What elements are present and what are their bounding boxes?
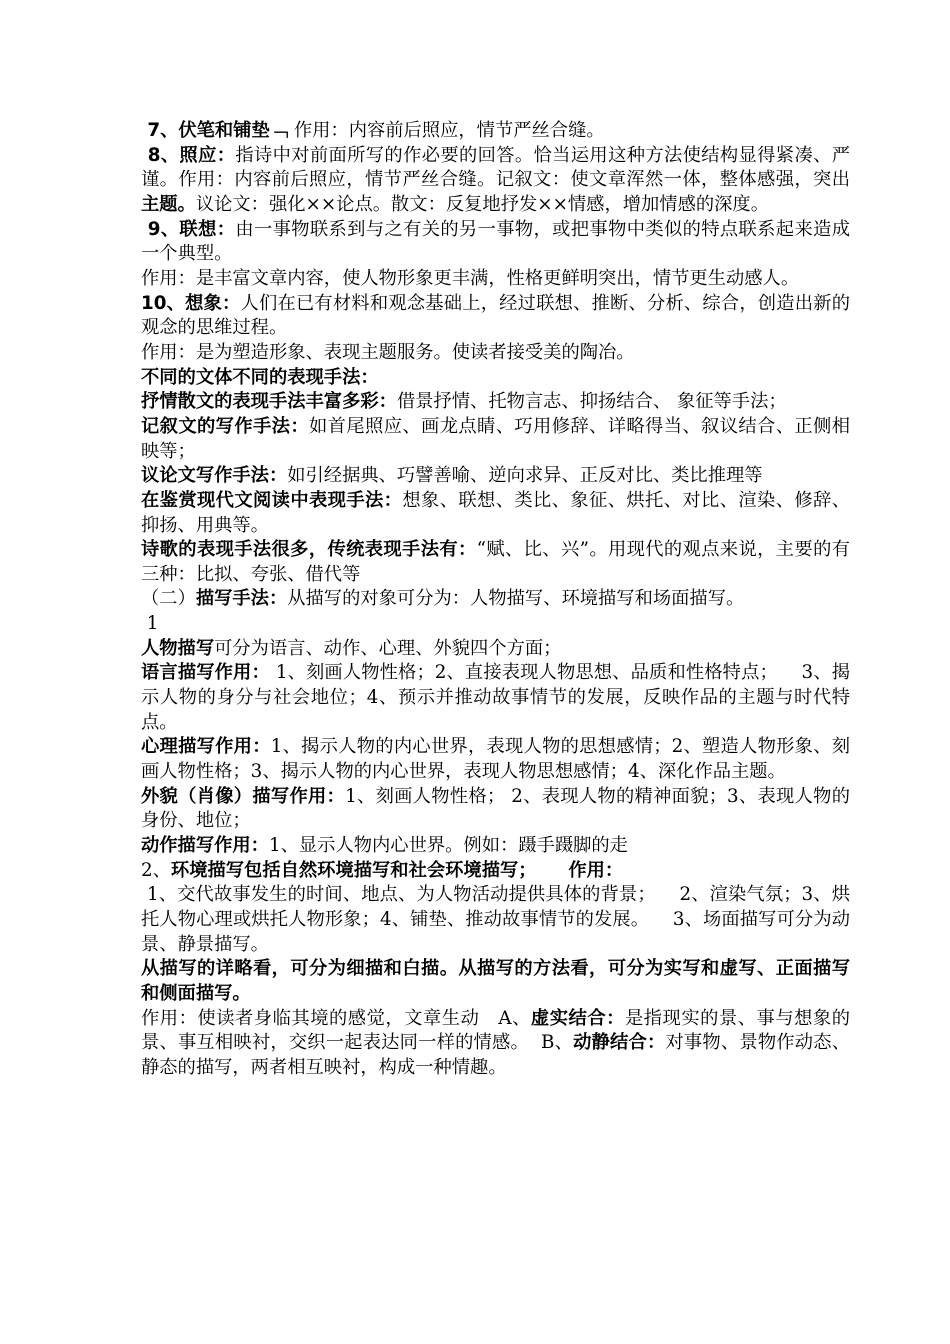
- bold-text: 环境描写包括自然环境描写和社会环境描写； 作用：: [170, 859, 624, 881]
- bold-text: 8、照应：: [141, 144, 236, 166]
- text-run: 作用：内容前后照应，情节严丝合缝。: [288, 120, 605, 141]
- text-run: （二）: [141, 588, 196, 610]
- bold-text: 9、联想：: [141, 218, 236, 240]
- paragraph: [141, 735, 850, 784]
- bold-text: 外貌（肖像）描写作用：: [141, 785, 346, 807]
- paragraph: [141, 267, 850, 292]
- text-run: 作用：使读者身临其境的感觉，文章生动 A、: [141, 1007, 531, 1029]
- paragraph: [141, 785, 850, 834]
- bold-text: 人物描写: [141, 637, 215, 659]
- paragraph: [141, 1007, 850, 1081]
- text-run: 由一事物联系到与之有关的另一事物，或把事物中类似的特点联系起来造成一个典型。: [141, 218, 850, 265]
- bold-text: 虚实结合：: [530, 1007, 625, 1029]
- text-run: 1、交代故事发生的时间、地点、为人物活动提供具体的背景； 2、渲染气氛；3、烘托人物心理或烘托人物形象；4、铺垫、推动故事情节的发展。 3、场面描写可分为动景、静景描写。: [141, 884, 850, 955]
- bold-text: 7、伏笔和铺垫﹁: [141, 120, 289, 141]
- paragraph: [141, 859, 850, 884]
- text-run: “赋、比、兴”。用现代的观点来说，主要的有三种：比拟、夸张、借代等: [141, 539, 851, 585]
- bold-text: 主题。: [141, 193, 196, 215]
- paragraph: [141, 119, 850, 144]
- text-run: 1、刻画人物性格；2、直接表现人物思想、品质和性格特点； 3、揭示人物的身分与社会地位；4、预示并推动故事情节的发展，反映作品的主题与时代特点。: [141, 662, 851, 733]
- text-run: 可分为语言、动作、心理、外貌四个方面；: [214, 637, 562, 659]
- text-run: 借景抒情、托物言志、抑扬结合、 象征等手法；: [396, 391, 787, 413]
- paragraph: [141, 415, 850, 464]
- bold-text: 描写手法：: [195, 588, 288, 610]
- paragraph: [141, 366, 850, 391]
- bold-text: 记叙文的写作手法：: [141, 415, 310, 437]
- bold-text: 诗歌的表现手法很多，传统表现手法有：: [141, 539, 477, 561]
- bold-text: 心理描写作用：: [141, 736, 271, 758]
- paragraph: [141, 587, 850, 612]
- paragraph: [141, 883, 850, 957]
- text-run: 1、显示人物内心世界。例如：蹑手蹑脚的走: [268, 835, 628, 857]
- bold-text: 10、想象：: [141, 292, 241, 314]
- bold-text: 抒情散文的表现手法丰富多彩：: [141, 391, 397, 413]
- text-run: 1、刻画人物性格； 2、表现人物的精神面貌；3、表现人物的身份、地位；: [141, 785, 850, 832]
- bold-text: 议论文写作手法：: [141, 465, 288, 487]
- bold-text: 动静结合：: [573, 1032, 666, 1054]
- paragraph: [141, 341, 850, 366]
- text-run: 1、揭示人物的内心世界，表现人物的思想感情；2、塑造人物形象、刻画人物性格；3、揭示人物的内心世界，表现人物思想感情；4、深化作品主题。: [141, 736, 850, 783]
- paragraph: [141, 489, 850, 538]
- paragraph: [141, 292, 850, 341]
- text-run: 如引经据典、巧譬善喻、逆向求异、正反对比、类比推理等: [287, 465, 763, 487]
- paragraph: [141, 661, 850, 735]
- paragraph: [141, 538, 850, 587]
- text-run: 人们在已有材料和观念基础上，经过联想、推断、分析、综合，创造出新的观念的思维过程。: [141, 292, 850, 339]
- text-run: 2、: [141, 859, 171, 881]
- paragraph: [141, 834, 850, 859]
- text-run: 从描写的对象可分为：人物描写、环境描写和场面描写。: [287, 588, 745, 610]
- paragraph: [141, 218, 850, 267]
- text-run: 对事物、景物作动态、静态的描写，两者相互映衬，构成一种情趣。: [141, 1032, 851, 1078]
- text-run: 想象、联想、类比、象征、烘托、对比、渲染、修辞、抑扬、用典等。: [141, 489, 851, 536]
- text-run: 如首尾照应、画龙点睛、巧用修辞、详略得当、叙议结合、正侧相映等；: [141, 415, 851, 462]
- bold-text: 从描写的详略看，可分为细描和白描。从描写的方法看，可分为实写和虚写、正面描写和侧面描写。: [141, 958, 850, 1004]
- text-run: 是指现实的景、事与想象的景、事互相映衬，交织一起表达同一样的情感。 B、: [141, 1007, 851, 1054]
- paragraph: [141, 144, 850, 218]
- paragraph: [141, 957, 850, 1006]
- paragraph: [141, 390, 850, 415]
- text-run: 议论文：强化××论点。散文：反复地抒发××情感，增加情感的深度。: [195, 193, 769, 215]
- text-run: 作用：是丰富文章内容，使人物形象更丰满，性格更鲜明突出，情节更生动感人。: [141, 267, 800, 289]
- text-run: 指诗中对前面所写的作必要的回答。恰当运用这种方法使结构显得紧凑、严谨。作用：内容前后照应，情节严丝合缝。记叙文：使文章浑然一体，整体感强，突出: [141, 144, 850, 191]
- bold-text: 动作描写作用：: [141, 835, 269, 857]
- bold-text: 不同的文体不同的表现手法：: [141, 366, 379, 388]
- paragraph: [141, 464, 850, 489]
- paragraph: [141, 612, 850, 637]
- bold-text: 在鉴赏现代文阅读中表现手法：: [141, 489, 403, 511]
- document-body: [141, 119, 850, 1081]
- paragraph: [141, 637, 850, 662]
- bold-text: 语言描写作用：: [141, 662, 270, 684]
- text-run: 作用：是为塑造形象、表现主题服务。使读者接受美的陶冶。: [141, 341, 635, 363]
- text-run: 1: [141, 613, 159, 635]
